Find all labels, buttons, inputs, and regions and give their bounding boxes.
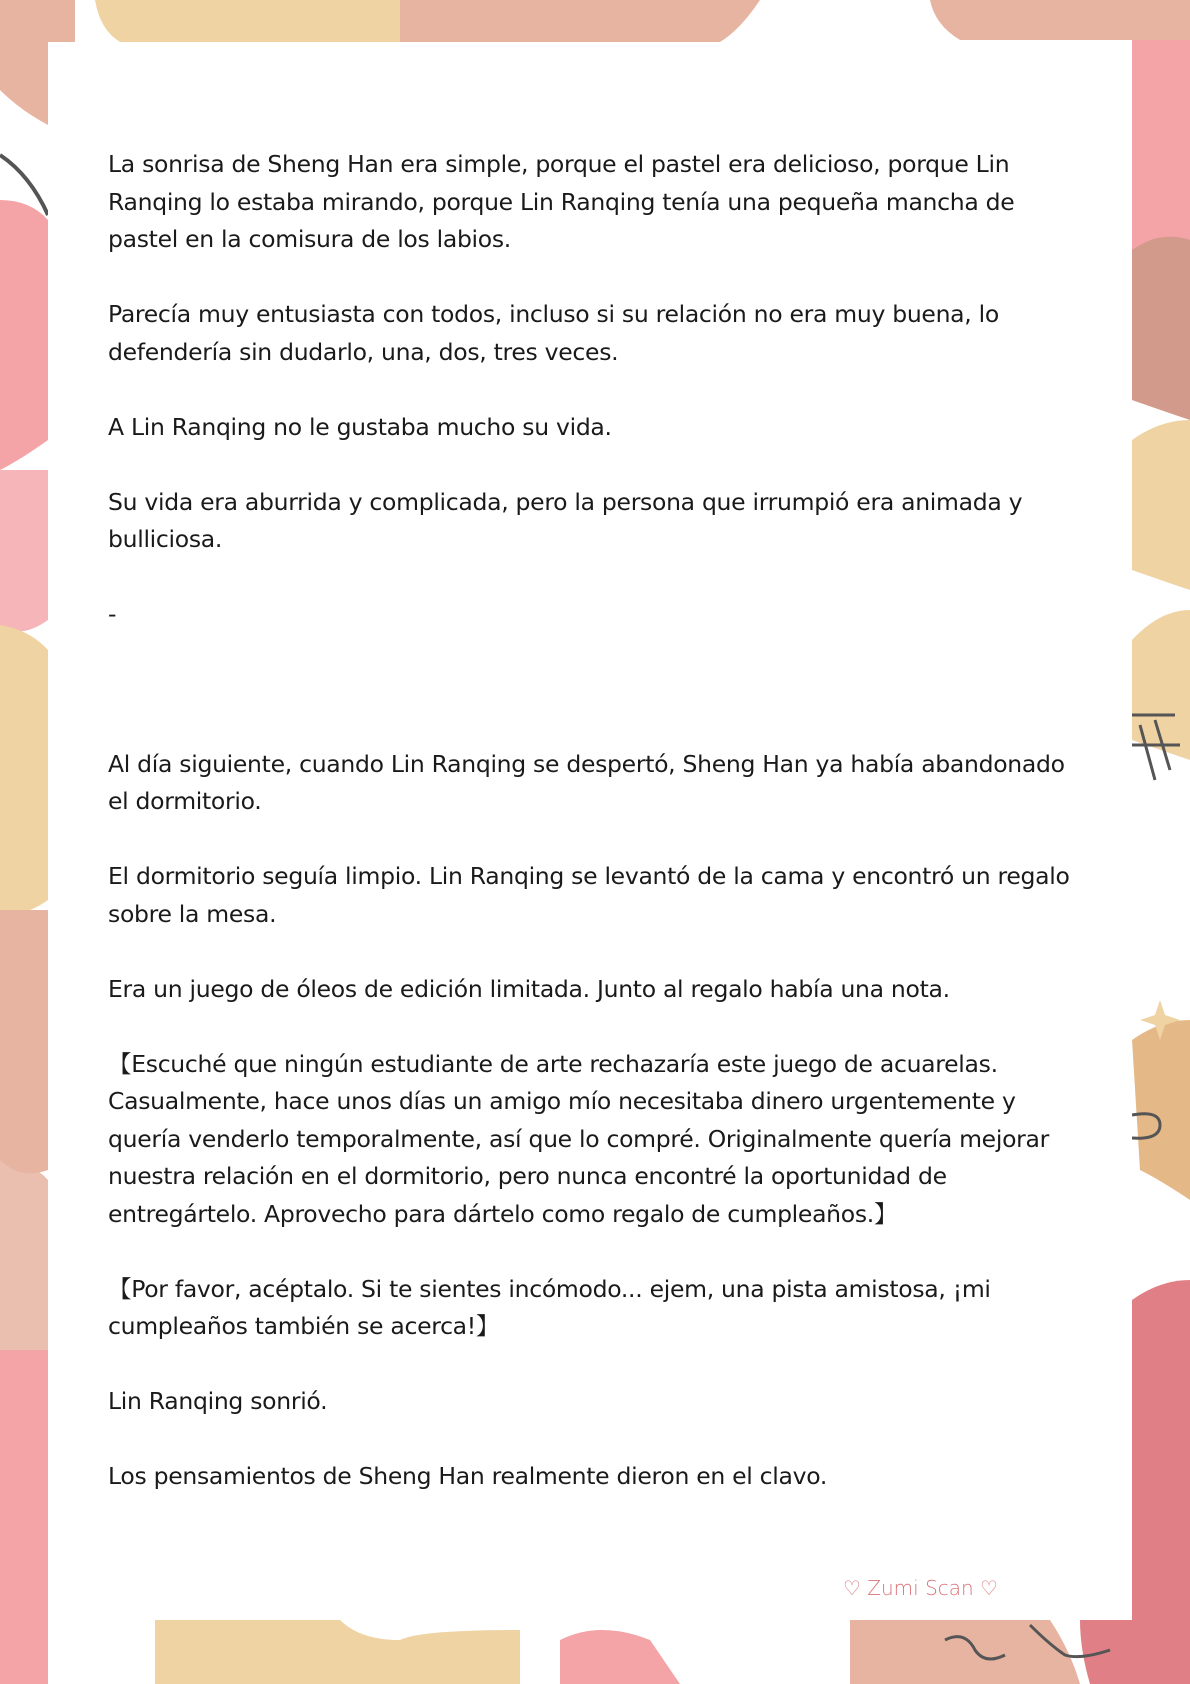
paragraph: Los pensamientos de Sheng Han realmente dieron en el clavo. [108, 1462, 828, 1490]
note-paragraph: 【Por favor, acéptalo. Si te sientes incómodo... ejem, una pista amistosa, ¡mi cumpleaños también se acerca!】 [108, 1274, 998, 1340]
paragraph: Al día siguiente, cuando Lin Ranqing se despertó, Sheng Han ya había abandonado el dormitorio. [108, 749, 1072, 815]
paragraph: A Lin Ranqing no le gustaba mucho su vida. [108, 412, 612, 441]
paragraph: Lin Ranqing sonrió. [108, 1387, 328, 1415]
section-separator: - [108, 600, 117, 628]
paragraph: Parecía muy entusiasta con todos, incluso si su relación no era muy buena, lo defendería sin dudarlo, una, dos, tres veces. [108, 300, 1007, 366]
paragraph: Su vida era aburrida y complicada, pero la persona que irrumpió era animada y bulliciosa. [108, 487, 1030, 553]
document-body [108, 146, 1088, 1533]
paragraph: El dormitorio seguía limpio. Lin Ranqing se levantó de la cama y encontró un regalo sobre la mesa. [108, 862, 1077, 928]
scanlator-signature: ♡ Zumi Scan ♡ [843, 1576, 998, 1600]
paragraph: La sonrisa de Sheng Han era simple, porque el pastel era delicioso, porque Lin Ranqing lo estaba mirando, porque Lin Ranqing tenía una pequeña mancha de pastel en la comisura de los labios. [108, 150, 1022, 253]
paragraph: Era un juego de óleos de edición limitada. Junto al regalo había una nota. [108, 974, 950, 1003]
note-paragraph: 【Escuché que ningún estudiante de arte rechazaría este juego de acuarelas. Casualmente, hace unos días un amigo mío necesitaba dinero urgentemente y quería venderlo temporalmente, así que lo compré. Originalmente quería mejorar nuestra relación en el dormitorio, pero nunca encontré la oportunidad de entregártelo. Aprovecho para dártelo como regalo de cumpleaños.】 [108, 1049, 1057, 1228]
